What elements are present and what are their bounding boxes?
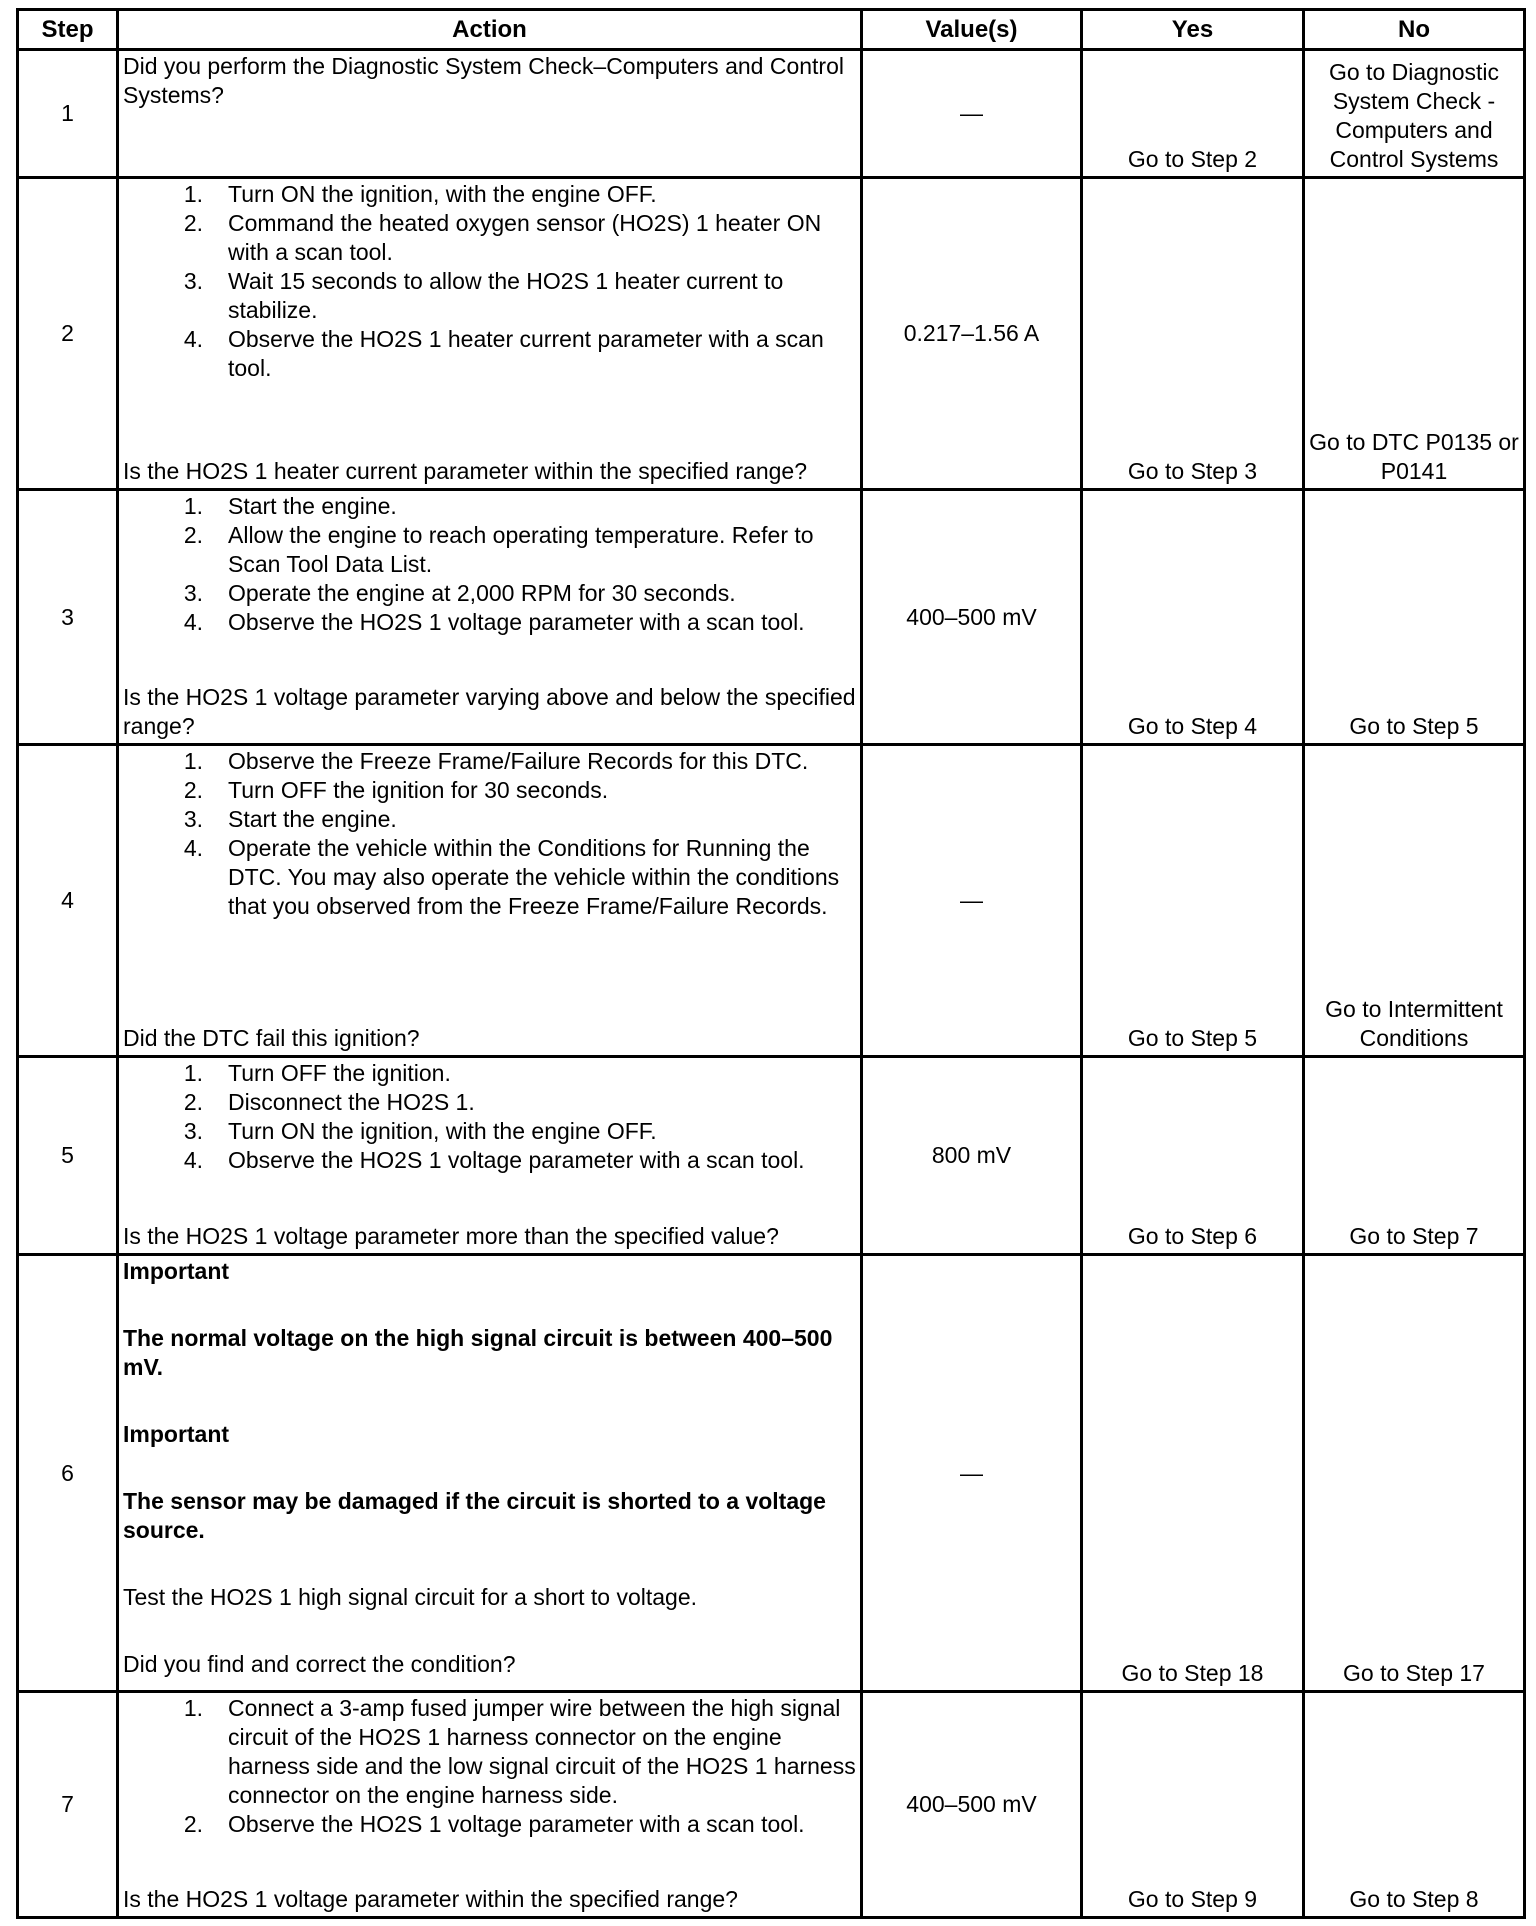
list-item: 2. Allow the engine to reach operating temperature. Refer to Scan Tool Data List. [183,522,814,577]
step-number: 3 [18,490,118,745]
step-number: 2 [18,178,118,490]
action-cell [118,1692,862,1918]
value-cell: 0.217–1.56 A [862,178,1082,490]
yes-cell: Go to Step 18 [1082,1255,1304,1692]
step-number: 4 [18,745,118,1057]
action-cell [118,178,862,490]
list-item: 2. Turn OFF the ignition for 30 seconds. [183,777,609,803]
no-cell: Go to DTC P0135 or P0141 [1304,178,1525,490]
table-row [18,745,1525,1057]
list-item: 4. Observe the HO2S 1 voltage parameter with a scan tool. [183,609,805,635]
yes-cell: Go to Step 6 [1082,1057,1304,1255]
step-question: Did you perform the Diagnostic System Check–Computers and Control Systems? [123,53,844,108]
table-row [18,1692,1525,1918]
diagnostic-table [16,8,1526,1919]
step-question: Did the DTC fail this ignition? [123,1025,420,1051]
list-item: 4. Operate the vehicle within the Conditions for Running the DTC. You may also operate the vehicle within the conditions that you observed from the Freeze Frame/Failure Records. [183,835,840,919]
important-note: The sensor may be damaged if the circuit is shorted to a voltage source. [123,1488,826,1543]
step-number: 7 [18,1692,118,1918]
action-cell [118,50,862,178]
table-row [18,1255,1525,1692]
step-question: Did you find and correct the condition? [123,1651,516,1677]
no-cell: Go to Step 5 [1304,490,1525,745]
table-row [18,178,1525,490]
yes-cell: Go to Step 4 [1082,490,1304,745]
substep-list [123,747,856,921]
list-item: 3. Operate the engine at 2,000 RPM for 30 seconds. [183,580,736,606]
value-cell: 800 mV [862,1057,1082,1255]
value-cell: — [862,50,1082,178]
list-item: 2. Observe the HO2S 1 voltage parameter with a scan tool. [183,1811,805,1837]
header-no: No [1304,10,1525,50]
value-cell: — [862,745,1082,1057]
action-cell [118,490,862,745]
no-cell: Go to Step 8 [1304,1692,1525,1918]
no-cell: Go to Step 7 [1304,1057,1525,1255]
header-yes: Yes [1082,10,1304,50]
substep-list [123,180,856,383]
action-cell [118,745,862,1057]
list-item: 3. Turn ON the ignition, with the engine OFF. [183,1118,657,1144]
value-cell: — [862,1255,1082,1692]
substep-list [123,1694,856,1839]
important-note: The normal voltage on the high signal circuit is between 400–500 mV. [123,1325,833,1380]
list-item: 2. Disconnect the HO2S 1. [183,1089,475,1115]
step-number: 5 [18,1057,118,1255]
important-label: Important [123,1421,230,1447]
list-item: 3. Start the engine. [183,806,397,832]
list-item: 1. Turn ON the ignition, with the engine OFF. [183,181,657,207]
no-cell: Go to Intermittent Conditions [1304,745,1525,1057]
header-values: Value(s) [862,10,1082,50]
action-cell [118,1057,862,1255]
yes-cell: Go to Step 3 [1082,178,1304,490]
yes-cell: Go to Step 5 [1082,745,1304,1057]
step-question: Is the HO2S 1 voltage parameter within the specified range? [123,1886,738,1912]
value-cell: 400–500 mV [862,1692,1082,1918]
table-row [18,50,1525,178]
step-instruction: Test the HO2S 1 high signal circuit for a short to voltage. [123,1584,698,1610]
table-row [18,490,1525,745]
step-number: 1 [18,50,118,178]
action-cell [118,1255,862,1692]
value-cell: 400–500 mV [862,490,1082,745]
no-cell: Go to Step 17 [1304,1255,1525,1692]
step-question: Is the HO2S 1 heater current parameter within the specified range? [123,458,807,484]
list-item: 4. Observe the HO2S 1 voltage parameter with a scan tool. [183,1147,805,1173]
step-question: Is the HO2S 1 voltage parameter more than the specified value? [123,1223,779,1249]
table-row [18,1057,1525,1255]
yes-cell: Go to Step 9 [1082,1692,1304,1918]
list-item: 1. Start the engine. [183,493,397,519]
substep-list [123,492,856,637]
list-item: 3. Wait 15 seconds to allow the HO2S 1 heater current to stabilize. [183,268,784,323]
list-item: 4. Observe the HO2S 1 heater current parameter with a scan tool. [183,326,824,381]
step-question: Is the HO2S 1 voltage parameter varying above and below the specified range? [123,684,856,739]
header-row [18,10,1525,50]
list-item: 2. Command the heated oxygen sensor (HO2S) 1 heater ON with a scan tool. [183,210,822,265]
list-item: 1. Turn OFF the ignition. [183,1060,451,1086]
yes-cell: Go to Step 2 [1082,50,1304,178]
header-step: Step [18,10,118,50]
list-item: 1. Connect a 3-amp fused jumper wire between the high signal circuit of the HO2S 1 harness connector on the engine harness side and the low signal circuit of the HO2S 1 harness connector on the engine harness side. [183,1695,856,1808]
substep-list [123,1059,856,1175]
step-number: 6 [18,1255,118,1692]
list-item: 1. Observe the Freeze Frame/Failure Records for this DTC. [183,748,809,774]
no-cell: Go to Diagnostic System Check - Computers and Control Systems [1304,50,1525,178]
header-action: Action [118,10,862,50]
important-label: Important [123,1258,230,1284]
